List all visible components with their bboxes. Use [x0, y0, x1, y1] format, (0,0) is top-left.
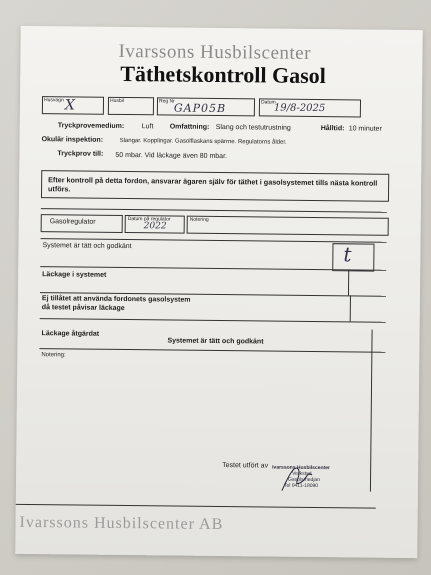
tryckprovemedium-value: Luft [141, 123, 154, 131]
regnr-label: Reg Nr [158, 98, 175, 105]
regulator-label: Gasolregulator [49, 218, 96, 226]
form-title: Täthetskontroll Gasol [120, 60, 326, 89]
divider [350, 295, 351, 321]
approved-checkbox [332, 243, 374, 271]
omfattning-label: Omfattning: [169, 123, 210, 131]
regnr-box [157, 97, 255, 116]
husvagn-label: Husvagn [43, 97, 64, 104]
stamp-line2: Verkstad [292, 470, 312, 477]
result-leak-label: Läckage i systemet [42, 271, 107, 279]
notering-header-label: Notering [189, 216, 209, 223]
divider [39, 348, 385, 353]
regulator-date-value: 2022 [143, 221, 167, 232]
divider [348, 269, 349, 295]
divider [40, 318, 386, 323]
regulator-date-box [125, 215, 185, 234]
notering-box [187, 216, 389, 236]
notice-box [41, 170, 389, 202]
husbil-box [108, 97, 154, 115]
husvagn-box [42, 96, 104, 115]
okular-label: Okulär inspektion: [41, 136, 104, 144]
stamp-line4: Tel 0411-18090 [283, 482, 319, 490]
stamp-line3: Gasolsmedjan [288, 476, 321, 484]
result-forbidden-line2: då testet påvisar läckage [41, 304, 125, 313]
regulator-box [41, 214, 123, 233]
result-fixed-approved-label: Systemet är tätt och godkänt [167, 337, 264, 346]
hålltid-label: Hålltid: [320, 125, 345, 133]
husvagn-check: X [64, 97, 75, 114]
result-fixed-label: Läckage åtgärdat [41, 330, 100, 338]
datum-box [259, 98, 361, 117]
divider [371, 330, 372, 352]
company-header: Ivarssons Husbilscenter [118, 40, 312, 64]
divider [16, 504, 376, 509]
signature-scribble [278, 457, 318, 497]
tryckprovemedium-label: Tryckprovemedium: [57, 122, 125, 130]
regulator-date-label: Datum på regulator [127, 216, 171, 223]
result-forbidden-line1: Ej tillåtet att använda fordonets gasolsystem [41, 295, 191, 304]
inspection-form [15, 26, 423, 558]
okular-value: Slangar. Kopplingar. Gasolflaskans spärrne. Regulatorns ålder. [119, 137, 287, 146]
divider [370, 352, 372, 492]
omfattning-value: Slang och testutrustning [215, 123, 291, 132]
notice-text: Efter kontroll på detta fordon, ansvarar ägaren själv för täthet i gasolsystemet tills nästa kontroll utförs. [48, 175, 378, 194]
footer-company: Ivarssons Husbilscenter AB [19, 513, 224, 534]
husbil-label: Husbil [109, 97, 124, 104]
notering-label: Notering: [41, 352, 66, 359]
approved-mark: t [343, 242, 352, 267]
hålltid-value: 10 minuter [348, 125, 382, 133]
signature-label: Testet utfört av [222, 462, 269, 470]
datum-value: 19/8-2025 [273, 102, 326, 115]
divider [41, 208, 387, 213]
result-approved-label: Systemet är tätt och godkänt [42, 242, 132, 251]
regnr-value: GAP05B [173, 101, 227, 116]
stamp-line1: Ivarssons Husbilscenter [272, 464, 331, 472]
tryckprov-value: 50 mbar. Vid läckage även 80 mbar. [115, 151, 228, 161]
tryckprov-label: Tryckprov till: [57, 150, 104, 158]
datum-label: Datum [260, 99, 276, 106]
